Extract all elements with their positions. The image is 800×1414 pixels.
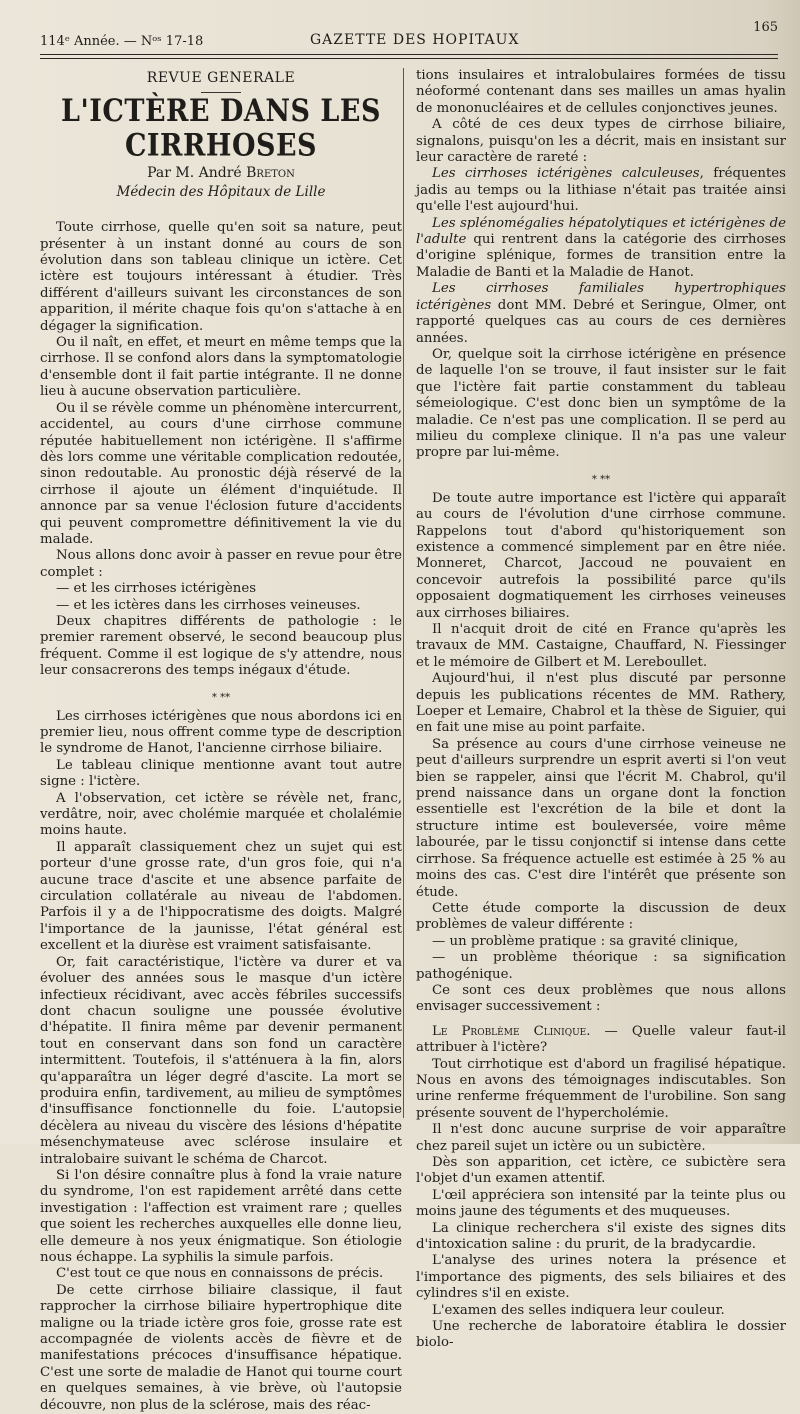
paragraph: De cette cirrhose biliaire classique, il faut rapprocher la cirrhose biliaire hypertrophique dite maligne ou la triade ictère gros foie, grosse rate est accompagnée de violents accès de fièvre et de manifestations précoces d'insuffisance hépatique. C'est une sorte de maladie de Hanot qui tourne court en quelques semaines, à vie brève, où l'autopsie découvre, non plus de la sclérose, mais des réac- bbox=[40, 1282, 402, 1413]
paragraph: L'analyse des urines notera la présence et l'importance des pigments, des sels biliaires et des cylindres s'il en existe. bbox=[416, 1253, 786, 1302]
paragraph-text: qui rentrent dans la catégorie des cirrhoses d'origine splénique, formes de transition entre la Maladie de Banti et la Maladie de Hanot. bbox=[416, 232, 786, 280]
paragraph: Ou il naît, en effet, et meurt en même temps que la cirrhose. Il se confond alors dans la symptomatologie d'ensemble dont il fait partie intégrante. Il ne donne lieu à aucune observation particulière. bbox=[40, 335, 402, 400]
journal-title: GAZETTE DES HOPITAUX bbox=[310, 32, 520, 48]
left-column bbox=[40, 68, 402, 1414]
paragraph-text: — Quelle valeur faut-il attribuer à l'ictère? bbox=[416, 1023, 786, 1056]
italic-term: Les splénomégalies hépatolytiques et ictérigènes de l'adulte bbox=[416, 215, 786, 248]
paragraph: A côté de ces deux types de cirrhose biliaire, signalons, puisqu'on les a décrit, mais en insistant sur leur caractère de rareté : bbox=[416, 117, 786, 166]
paragraph: L'œil appréciera son intensité par la teinte plus ou moins jaune des téguments et des muqueuses. bbox=[416, 1187, 786, 1220]
italic-term: Les cirrhoses ictérigènes calculeuses bbox=[432, 166, 700, 182]
paragraph: Il n'est donc aucune surprise de voir apparaître chez pareil sujet un ictère ou un subictère. bbox=[416, 1122, 786, 1154]
paragraph: L'examen des selles indiquera leur couleur. bbox=[432, 1302, 725, 1318]
column-divider bbox=[403, 68, 404, 1118]
list-item: — un problème théorique : sa signification pathogénique. bbox=[416, 950, 786, 982]
paragraph: Une recherche de laboratoire établira le dossier biolo- bbox=[416, 1319, 786, 1351]
paragraph: De toute autre importance est l'ictère qui apparaît au cours de l'évolution d'une cirrhose commune. Rappelons tout d'abord qu'historiquement son existence a commencé simplement par en être niée. Monneret, Charcot, Jaccoud ne pouvaient en concevoir autrefois la possibilité parce qu'ils opposaient dogmatiquement les cirrhoses veineuses aux cirrhoses biliaires. bbox=[416, 490, 786, 621]
author-prefix: Par M. André bbox=[147, 165, 247, 182]
section-separator: ⁎ ⁎⁎ bbox=[211, 688, 231, 700]
paragraph: Or, fait caractéristique, l'ictère va durer et va évoluer des années sous le masque d'un ictère infectieux récidivant, avec accès fébriles successifs dont chacun souligne une poussée évolutive d'hépatite. Il finira même par devenir permanent tout en conservant dans son fond un caractère intermittent. Toutefois, il s'atténuera à la fin, alors qu'apparaîtra un léger degré d'ascite. La mort se produira enfin, tardivement, au milieu de symptômes d'insuffisance fonctionnelle du foie. L'autopsie décèlera au niveau du viscère des lésions d'hépatite mésenchymateuse avec sclérose insulaire et intralobaire suivant le schéma de Charcot. bbox=[40, 954, 402, 1167]
paragraph: Deux chapitres différents de pathologie : le premier rarement observé, le second beaucoup plus fréquent. Comme il est logique de s'y attendre, nous leur consacrerons des temps inégaux d'étude. bbox=[40, 613, 402, 679]
paragraph: Cette étude comporte la discussion de deux problèmes de valeur différente : bbox=[416, 900, 786, 933]
paragraph: Sa présence au cours d'une cirrhose veineuse ne peut d'ailleurs surprendre un esprit averti si l'on veut bien se rappeler, ainsi que l'écrit M. Chabrol, qu'il prend naissance dans un organe dont la fonction essentielle est l'excrétion de la bile et dont la structure intime est bouleversée, voire même labourée, par le tissu conjonctif si intense dans cette cirrhose. Sa fréquence actuelle est estimée à 25 % au moins des cas. C'est dire l'intérêt que présente son étude. bbox=[416, 736, 786, 900]
paragraph-text: , fréquentes jadis au temps ou la lithiase n'était pas traitée ainsi qu'elle l'est aujourd'hui. bbox=[416, 166, 786, 215]
paragraph bbox=[416, 1024, 786, 1057]
section-separator: ⁎ ⁎⁎ bbox=[591, 470, 611, 482]
paragraph: Or, quelque soit la cirrhose ictérigène en présence de laquelle l'on se trouve, il faut insister sur le fait que l'ictère fait partie constamment du tableau sémeiologique. C'est donc bien un symptôme de la maladie. Ce n'est pas une complication. Il se perd au milieu du complexe clinique. Il n'a pas une valeur propre par lui-même. bbox=[416, 346, 786, 461]
paragraph: Il n'acquit droit de cité en France qu'après les travaux de MM. Castaigne, Chauffard, N. Fiessinger et le mémoire de Gilbert et M. Lereboullet. bbox=[416, 622, 786, 670]
italic-term: Les cirrhoses familiales hypertrophiques ictérigènes bbox=[416, 281, 786, 313]
paragraph: La clinique recherchera s'il existe des signes dits d'intoxication saline : du prurit, de la bradycardie. bbox=[416, 1220, 786, 1253]
author-surname: Breton bbox=[246, 165, 295, 182]
paragraph bbox=[416, 166, 786, 215]
paragraph: Nous allons donc avoir à passer en revue pour être complet : bbox=[40, 548, 402, 580]
paragraph: Dès son apparition, cet ictère, ce subictère sera l'objet d'un examen attentif. bbox=[416, 1155, 786, 1187]
paragraph: Il apparaît classiquement chez un sujet qui est porteur d'une grosse rate, d'un gros foie, qui n'a aucune trace d'ascite et une absence parfaite de circulation collatérale au niveau de l'abdomen. Parfois il y a de l'hippocratisme des doigts. Malgré l'importance de la jaunisse, l'état général est excellent et la diurèse est vraiment satisfaisante. bbox=[40, 839, 402, 954]
paragraph bbox=[416, 216, 786, 282]
paragraph-text: dont MM. Debré et Seringue, Olmer, ont rapporté quelques cas au cours de ces dernières années. bbox=[416, 297, 786, 346]
paragraph bbox=[416, 281, 786, 347]
right-column bbox=[416, 68, 786, 1352]
paragraph: Aujourd'hui, il n'est plus discuté par personne depuis les publications récentes de MM. Rathery, Loeper et Lemaire, Chabrol et la thèse de Siguier, qui en fait une mise au point parfaite. bbox=[416, 671, 786, 736]
header-rule-thin bbox=[40, 58, 778, 59]
list-item: — un problème pratique : sa gravité clinique, bbox=[432, 933, 739, 949]
paragraph: C'est tout ce que nous en connaissons de précis. bbox=[56, 1266, 384, 1282]
page-header bbox=[40, 20, 778, 66]
paragraph: Les cirrhoses ictérigènes que nous abordons ici en premier lieu, nous offrent comme type de description le syndrome de Hanot, l'ancienne cirrhose biliaire. bbox=[40, 708, 402, 757]
list-item: — et les ictères dans les cirrhoses veineuses. bbox=[56, 597, 361, 613]
section-heading: Le Problème Clinique. bbox=[432, 1023, 591, 1039]
paragraph: Le tableau clinique mentionne avant tout autre signe : l'ictère. bbox=[40, 757, 402, 790]
header-rule bbox=[40, 54, 778, 55]
issue-number: 114ᵉ Année. — Nᵒˢ 17-18 bbox=[40, 34, 204, 49]
paragraph: tions insulaires et intralobulaires formées de tissu néoformé contenant dans ses mailles un amas hyalin de mononucléaires et de cellules conjonctives jeunes. bbox=[416, 68, 786, 116]
section-rubric: REVUE GENERALE bbox=[146, 70, 296, 86]
paragraph: Si l'on désire connaître plus à fond la vraie nature du syndrome, l'on est rapidement arrêté dans cette investigation : l'affection est vraiment rare ; quelles que soient les recherches auxquelles elle donne lieu, elle demeure à nos yeux énigmatique. Son étiologie nous échappe. La syphilis la simule parfois. bbox=[40, 1167, 402, 1265]
paragraph: Ou il se révèle comme un phénomène intercurrent, accidentel, au cours d'une cirrhose commune réputée habituellement non ictérigène. Il s'affirme dès lors comme une véritable complication redoutée, sinon redoutable. Au pronostic déjà réservé de la cirrhose il ajoute un élément d'inquiétude. Il annonce par sa venue l'éclosion future d'accidents qui peuvent compromettre définitivement la vie du malade. bbox=[40, 400, 402, 547]
article-title: L'ICTÈRE DANS LES CIRRHOSES bbox=[61, 93, 381, 164]
paragraph: Ce sont ces deux problèmes que nous allons envisager successivement : bbox=[416, 982, 786, 1015]
paragraph: Tout cirrhotique est d'abord un fragilisé hépatique. Nous en avons des témoignages indiscutables. Son urine renferme fréquemment de l'urobiline. Son sang présente souvent de l'hypercholémie. bbox=[416, 1056, 786, 1121]
paragraph: A l'observation, cet ictère se révèle net, franc, verdâtre, noir, avec cholémie marquée et cholalémie moins haute. bbox=[40, 790, 402, 839]
page-number: 165 bbox=[753, 20, 778, 35]
article-author bbox=[40, 165, 402, 181]
author-affiliation: Médecin des Hôpitaux de Lille bbox=[116, 183, 326, 200]
paragraph: Toute cirrhose, quelle qu'en soit sa nature, peut présenter à un instant donné au cours de son évolution dans son tableau clinique un ictère. Cet ictère est toujours intéressant à étudier. Très différent d'ailleurs suivant les circonstances de son apparition, il mérite chaque fois qu'on s'attache à en dégager la signification. bbox=[40, 220, 402, 334]
list-item: — et les cirrhoses ictérigènes bbox=[56, 581, 257, 597]
